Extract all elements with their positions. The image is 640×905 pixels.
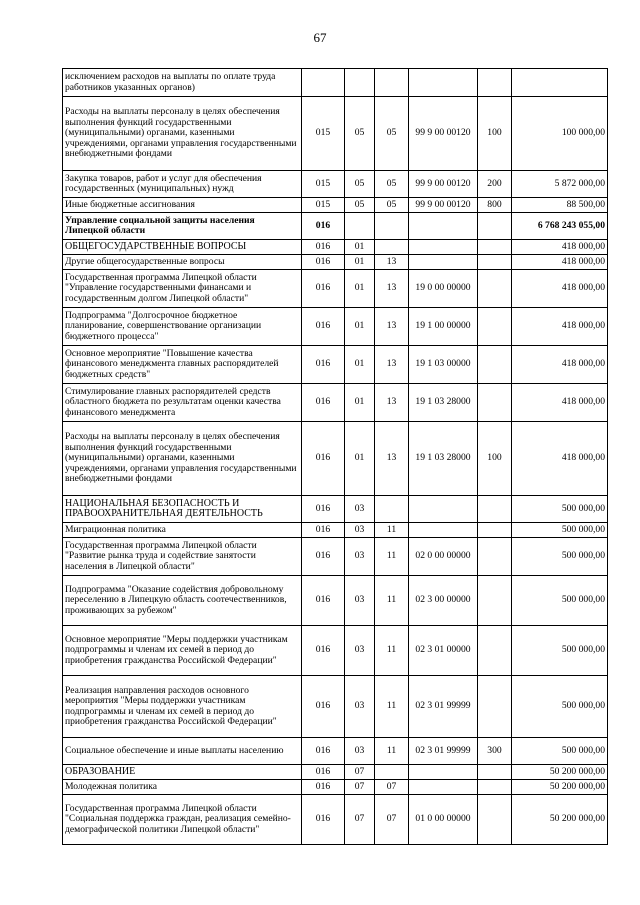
admin-code-cell: 016	[302, 738, 345, 765]
target-article-cell: 99 9 00 00120	[409, 171, 478, 198]
amount-cell: 50 200 000,00	[512, 795, 608, 845]
admin-code-cell: 016	[302, 240, 345, 255]
target-article-cell: 02 3 01 00000	[409, 626, 478, 676]
target-article-cell	[409, 765, 478, 780]
subsection-cell: 11	[375, 626, 409, 676]
admin-code-cell: 016	[302, 795, 345, 845]
admin-code-cell: 016	[302, 626, 345, 676]
section-cell: 07	[345, 795, 375, 845]
expense-type-cell: 100	[478, 97, 512, 171]
admin-code-cell: 016	[302, 538, 345, 576]
expense-type-cell	[478, 384, 512, 422]
subsection-cell	[375, 496, 409, 523]
section-cell	[345, 213, 375, 240]
amount-cell: 418 000,00	[512, 255, 608, 270]
table-row	[63, 676, 608, 738]
row-name-cell: Основное мероприятие "Меры поддержки участникам подпрограммы и членам их семей в период до приобретения гражданства Российской Федерации"	[63, 626, 302, 676]
amount-cell: 418 000,00	[512, 384, 608, 422]
row-name-cell: Социальное обеспечение и иные выплаты населению	[63, 738, 302, 765]
row-name-cell: Иные бюджетные ассигнования	[63, 198, 302, 213]
admin-code-cell: 016	[302, 270, 345, 308]
section-cell: 03	[345, 676, 375, 738]
expense-type-cell	[478, 523, 512, 538]
table-row	[63, 213, 608, 240]
section-cell: 03	[345, 576, 375, 626]
amount-cell: 100 000,00	[512, 97, 608, 171]
target-article-cell: 99 9 00 00120	[409, 97, 478, 171]
admin-code-cell: 016	[302, 576, 345, 626]
subsection-cell: 07	[375, 780, 409, 795]
row-name-cell: Основное мероприятие "Повышение качества финансового менеджмента главных распорядителей бюджетных средств"	[63, 346, 302, 384]
section-cell: 07	[345, 780, 375, 795]
target-article-cell: 19 1 00 00000	[409, 308, 478, 346]
target-article-cell	[409, 255, 478, 270]
expense-type-cell	[478, 538, 512, 576]
expense-type-cell	[478, 346, 512, 384]
expense-type-cell	[478, 626, 512, 676]
section-cell: 01	[345, 384, 375, 422]
expense-type-cell: 300	[478, 738, 512, 765]
target-article-cell	[409, 69, 478, 97]
row-name-cell: ОБРАЗОВАНИЕ	[63, 765, 302, 780]
expense-type-cell: 800	[478, 198, 512, 213]
expense-type-cell	[478, 240, 512, 255]
amount-cell: 418 000,00	[512, 346, 608, 384]
admin-code-cell: 016	[302, 346, 345, 384]
target-article-cell: 02 0 00 00000	[409, 538, 478, 576]
admin-code-cell: 016	[302, 422, 345, 496]
amount-cell: 500 000,00	[512, 738, 608, 765]
table-row	[63, 780, 608, 795]
target-article-cell: 19 1 03 00000	[409, 346, 478, 384]
row-name-cell: Управление социальной защиты населения Липецкой области	[63, 213, 302, 240]
row-name-cell: Другие общегосударственные вопросы	[63, 255, 302, 270]
table-row	[63, 765, 608, 780]
admin-code-cell: 016	[302, 780, 345, 795]
subsection-cell: 13	[375, 346, 409, 384]
table-row	[63, 795, 608, 845]
subsection-cell: 05	[375, 171, 409, 198]
target-article-cell	[409, 523, 478, 538]
subsection-cell: 13	[375, 270, 409, 308]
amount-cell: 50 200 000,00	[512, 765, 608, 780]
amount-cell: 500 000,00	[512, 626, 608, 676]
row-name-cell: Расходы на выплаты персоналу в целях обеспечения выполнения функций государственными (муниципальными) органами, казенными учреждениями, органами управления государственными внебюджетными фондами	[63, 422, 302, 496]
row-name-cell: Государственная программа Липецкой области "Управление государственными финансами и государственным долгом Липецкой области"	[63, 270, 302, 308]
amount-cell: 418 000,00	[512, 240, 608, 255]
expense-type-cell: 200	[478, 171, 512, 198]
subsection-cell: 11	[375, 738, 409, 765]
row-name-cell: Реализация направления расходов основного мероприятия "Меры поддержки участникам подпрограммы и членам их семей в период до приобретения гражданства Российской Федерации"	[63, 676, 302, 738]
subsection-cell: 13	[375, 422, 409, 496]
expense-type-cell	[478, 255, 512, 270]
row-name-cell: Молодежная политика	[63, 780, 302, 795]
table-row	[63, 422, 608, 496]
amount-cell: 50 200 000,00	[512, 780, 608, 795]
target-article-cell: 02 3 00 00000	[409, 576, 478, 626]
target-article-cell: 19 1 03 28000	[409, 384, 478, 422]
row-name-cell: Миграционная политика	[63, 523, 302, 538]
amount-cell: 88 500,00	[512, 198, 608, 213]
table-row	[63, 270, 608, 308]
section-cell: 07	[345, 765, 375, 780]
amount-cell: 5 872 000,00	[512, 171, 608, 198]
subsection-cell: 11	[375, 576, 409, 626]
section-cell: 03	[345, 738, 375, 765]
table-row	[63, 198, 608, 213]
subsection-cell: 05	[375, 97, 409, 171]
row-name-cell: Государственная программа Липецкой области "Социальная поддержка граждан, реализация семейно-демографической политики Липецкой области"	[63, 795, 302, 845]
section-cell: 01	[345, 240, 375, 255]
target-article-cell: 99 9 00 00120	[409, 198, 478, 213]
table-row	[63, 538, 608, 576]
section-cell: 03	[345, 626, 375, 676]
table-row	[63, 97, 608, 171]
section-cell: 01	[345, 346, 375, 384]
section-cell: 03	[345, 496, 375, 523]
section-cell: 01	[345, 422, 375, 496]
admin-code-cell: 016	[302, 255, 345, 270]
expense-type-cell	[478, 270, 512, 308]
amount-cell: 6 768 243 055,00	[512, 213, 608, 240]
target-article-cell: 19 1 03 28000	[409, 422, 478, 496]
table-row	[63, 496, 608, 523]
subsection-cell: 13	[375, 384, 409, 422]
subsection-cell	[375, 213, 409, 240]
row-name-cell: НАЦИОНАЛЬНАЯ БЕЗОПАСНОСТЬ И ПРАВООХРАНИТЕЛЬНАЯ ДЕЯТЕЛЬНОСТЬ	[63, 496, 302, 523]
expense-type-cell	[478, 765, 512, 780]
target-article-cell	[409, 496, 478, 523]
amount-cell: 418 000,00	[512, 308, 608, 346]
expense-type-cell	[478, 576, 512, 626]
admin-code-cell	[302, 69, 345, 97]
table-row	[63, 523, 608, 538]
admin-code-cell: 016	[302, 384, 345, 422]
row-name-cell: Государственная программа Липецкой области "Развитие рынка труда и содействие занятости населения в Липецкой области"	[63, 538, 302, 576]
amount-cell	[512, 69, 608, 97]
expense-type-cell	[478, 213, 512, 240]
subsection-cell: 13	[375, 255, 409, 270]
subsection-cell: 13	[375, 308, 409, 346]
target-article-cell: 19 0 00 00000	[409, 270, 478, 308]
budget-table-body	[63, 69, 608, 845]
subsection-cell	[375, 240, 409, 255]
admin-code-cell: 015	[302, 198, 345, 213]
subsection-cell: 05	[375, 198, 409, 213]
table-row	[63, 171, 608, 198]
admin-code-cell: 016	[302, 765, 345, 780]
page-number: 67	[313, 30, 327, 45]
row-name-cell: исключением расходов на выплаты по оплате труда работников указанных органов)	[63, 69, 302, 97]
expense-type-cell	[478, 676, 512, 738]
amount-cell: 418 000,00	[512, 422, 608, 496]
row-name-cell: ОБЩЕГОСУДАРСТВЕННЫЕ ВОПРОСЫ	[63, 240, 302, 255]
row-name-cell: Подпрограмма "Долгосрочное бюджетное планирование, совершенствование организации бюджетного процесса"	[63, 308, 302, 346]
table-row	[63, 308, 608, 346]
expense-type-cell	[478, 496, 512, 523]
section-cell: 05	[345, 97, 375, 171]
section-cell: 03	[345, 538, 375, 576]
table-row	[63, 738, 608, 765]
table-row	[63, 626, 608, 676]
subsection-cell: 07	[375, 795, 409, 845]
section-cell: 05	[345, 171, 375, 198]
section-cell: 01	[345, 308, 375, 346]
subsection-cell	[375, 69, 409, 97]
section-cell: 01	[345, 255, 375, 270]
amount-cell: 500 000,00	[512, 538, 608, 576]
row-name-cell: Подпрограмма "Оказание содействия добровольному переселению в Липецкую область соотечественников, проживающих за рубежом"	[63, 576, 302, 626]
admin-code-cell: 016	[302, 308, 345, 346]
section-cell: 03	[345, 523, 375, 538]
table-row	[63, 69, 608, 97]
amount-cell: 418 000,00	[512, 270, 608, 308]
subsection-cell	[375, 765, 409, 780]
subsection-cell: 11	[375, 523, 409, 538]
expense-type-cell	[478, 69, 512, 97]
amount-cell: 500 000,00	[512, 576, 608, 626]
subsection-cell: 11	[375, 538, 409, 576]
target-article-cell: 02 3 01 99999	[409, 676, 478, 738]
expense-type-cell	[478, 308, 512, 346]
section-cell	[345, 69, 375, 97]
target-article-cell: 02 3 01 99999	[409, 738, 478, 765]
table-row	[63, 255, 608, 270]
expense-type-cell: 100	[478, 422, 512, 496]
target-article-cell	[409, 213, 478, 240]
row-name-cell: Закупка товаров, работ и услуг для обеспечения государственных (муниципальных) нужд	[63, 171, 302, 198]
table-row	[63, 346, 608, 384]
row-name-cell: Расходы на выплаты персоналу в целях обеспечения выполнения функций государственными (муниципальными) органами, казенными учреждениями, органами управления государственными внебюджетными фондами	[63, 97, 302, 171]
target-article-cell: 01 0 00 00000	[409, 795, 478, 845]
admin-code-cell: 015	[302, 97, 345, 171]
admin-code-cell: 015	[302, 171, 345, 198]
admin-code-cell: 016	[302, 523, 345, 538]
admin-code-cell: 016	[302, 676, 345, 738]
admin-code-cell: 016	[302, 213, 345, 240]
budget-table	[62, 68, 608, 845]
amount-cell: 500 000,00	[512, 676, 608, 738]
expense-type-cell	[478, 780, 512, 795]
subsection-cell: 11	[375, 676, 409, 738]
target-article-cell	[409, 240, 478, 255]
row-name-cell: Стимулирование главных распорядителей средств областного бюджета по результатам оценки качества финансового менеджмента	[63, 384, 302, 422]
amount-cell: 500 000,00	[512, 523, 608, 538]
table-row	[63, 240, 608, 255]
expense-type-cell	[478, 795, 512, 845]
table-row	[63, 384, 608, 422]
target-article-cell	[409, 780, 478, 795]
section-cell: 01	[345, 270, 375, 308]
amount-cell: 500 000,00	[512, 496, 608, 523]
table-row	[63, 576, 608, 626]
admin-code-cell: 016	[302, 496, 345, 523]
section-cell: 05	[345, 198, 375, 213]
